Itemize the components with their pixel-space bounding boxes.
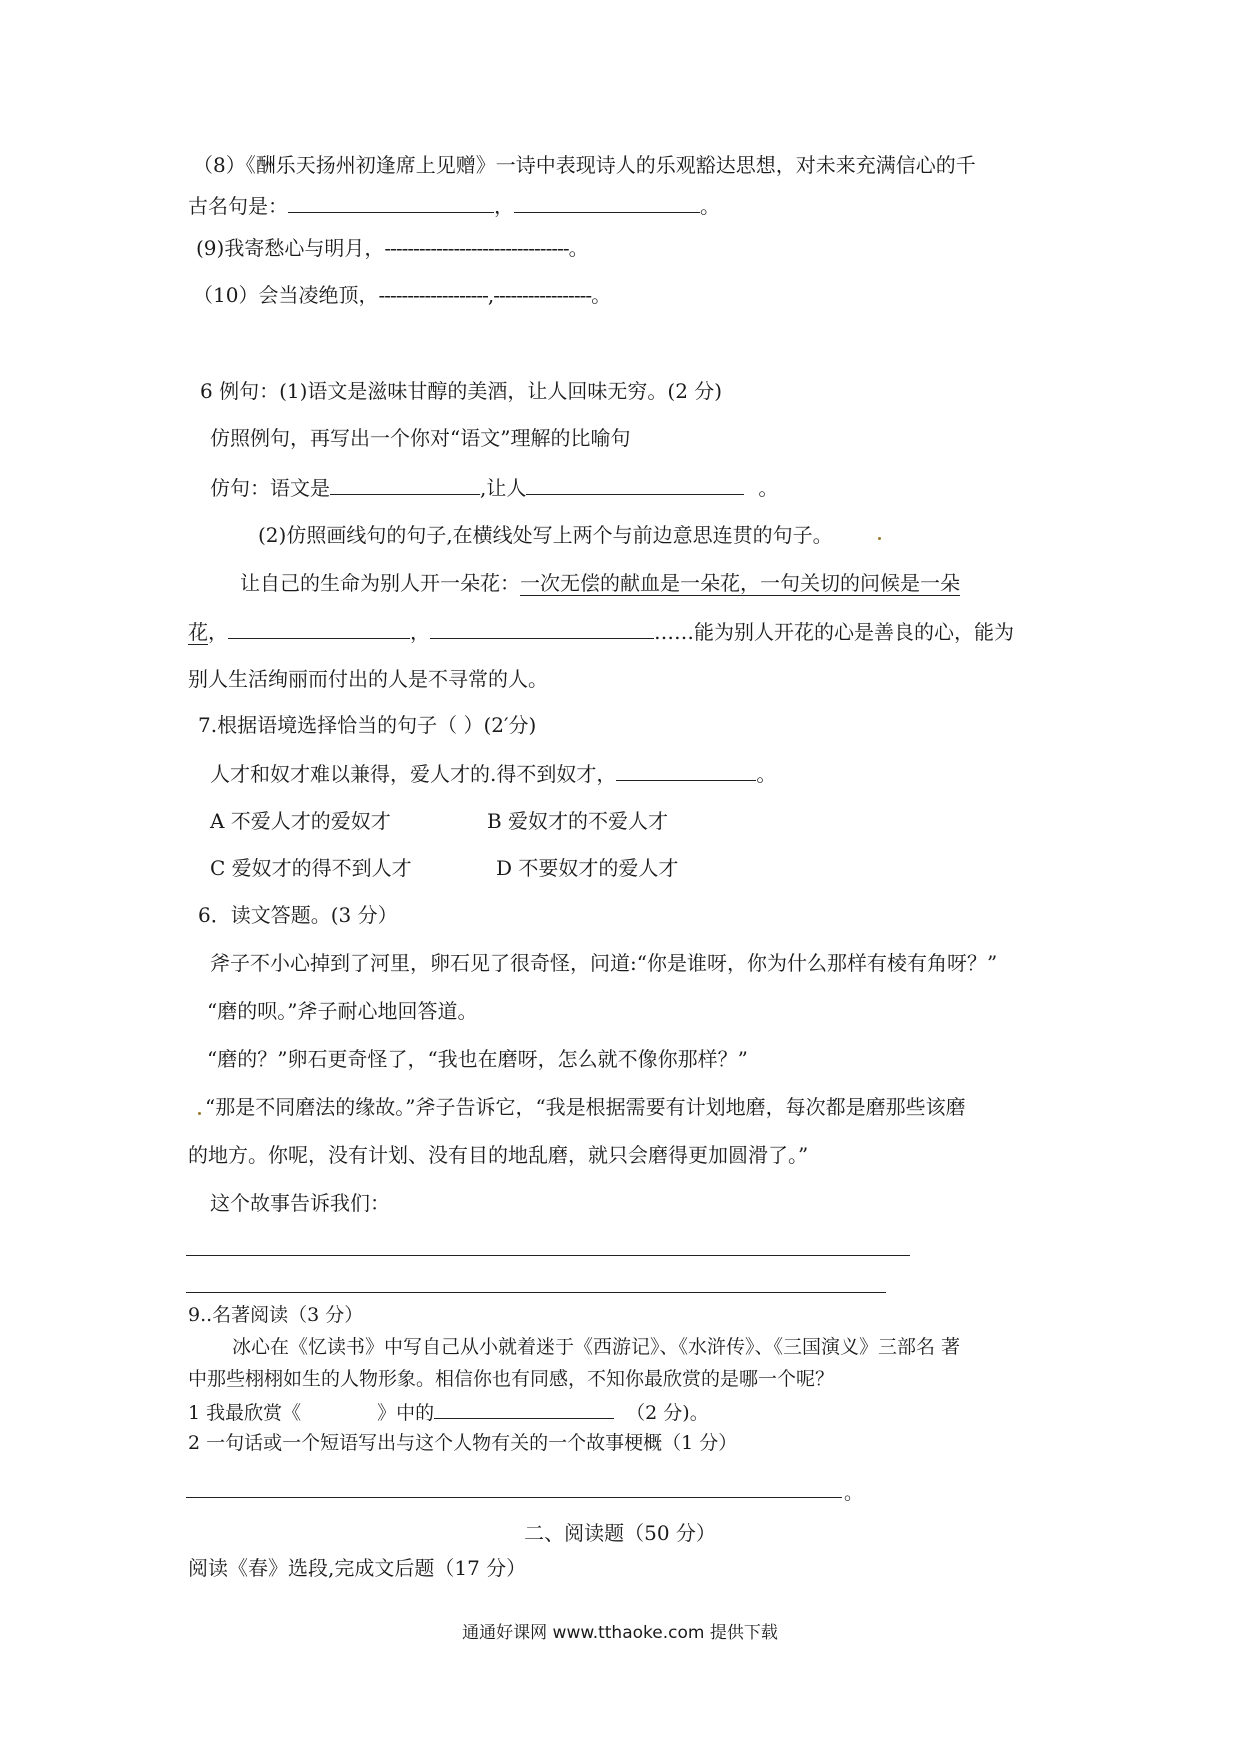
period: 。: [758, 476, 779, 500]
q6-passage-continuation: ……能为别人开花的心是善良的心，能为: [654, 620, 1014, 644]
answer-blank[interactable]: [526, 474, 744, 495]
q6-imitation-line: [210, 474, 778, 501]
q7-option-d[interactable]: D 不要奴才的爱人才: [496, 856, 679, 880]
q8-paragraph-3: “磨的？”卵石更奇怪了，“我也在磨呀，怎么就不像你那样？”: [207, 1047, 748, 1071]
answer-blank[interactable]: [616, 760, 756, 781]
q8-paragraph-1: 斧子不小心掉到了河里，卵石见了很奇怪，问道:“你是谁呀，你为什么那样有棱有角呀？”: [210, 951, 998, 975]
q9-sub1-mid: 》中的: [377, 1402, 435, 1424]
underlined-sentence: 一次无偿的献血是一朵花，一句关切的问候是一朵: [520, 571, 960, 595]
q8-prompt: 这个故事告诉我们：: [210, 1191, 390, 1215]
q9-sub1-score: （2 分)。: [626, 1402, 709, 1424]
answer-blank[interactable]: [434, 1398, 614, 1419]
q9-paragraph-2: 中那些栩栩如生的人物形象。相信你也有同感，不知你最欣赏的是哪一个呢？: [188, 1368, 835, 1390]
period: 。: [844, 1482, 864, 1504]
q9-paragraph-1: 冰心在《忆读书》中写自己从小就着迷于《西游记》、《水浒传》、《三国演义》三部名 著: [232, 1336, 961, 1358]
section-intro: 阅读《春》选段,完成文后题（17 分）: [188, 1556, 527, 1580]
q5-line-8b-prefix: 古名句是：: [188, 194, 288, 218]
q6-imitation-mid: ,让人: [480, 476, 527, 500]
answer-blank[interactable]: [228, 618, 410, 639]
q5-line-10: [193, 282, 611, 308]
dashed-blank[interactable]: -------------------,-----------------: [378, 283, 592, 307]
q7-stem: [210, 760, 776, 787]
q8-title: 6．读文答题。(3 分）: [198, 903, 398, 927]
underlined-sentence: 花: [188, 620, 208, 644]
q7-option-b[interactable]: B 爱奴才的不爱人才: [487, 809, 669, 833]
q7-title: 7.根据语境选择恰当的句子（ ）(2′分): [198, 713, 537, 737]
answer-blank[interactable]: [430, 618, 654, 639]
q9-title: 9..名著阅读（3 分）: [188, 1304, 364, 1326]
q6-passage-prefix: 让自己的生命为别人开一朵花：: [240, 571, 520, 595]
answer-line[interactable]: [186, 1255, 910, 1256]
scan-speck: [198, 1112, 201, 1115]
answer-blank[interactable]: [514, 192, 700, 213]
q7-option-a[interactable]: A 不爱人才的爱奴才: [210, 809, 391, 833]
q5-line-9-prefix: (9)我寄愁心与明月，: [196, 236, 385, 260]
page-footer: 通通好课网 www.tthaoke.com 提供下载: [462, 1623, 778, 1643]
q6-part2-instruction: (2)仿照画线句的句子,在横线处写上两个与前边意思连贯的句子。: [258, 523, 833, 547]
comma: ，: [410, 620, 430, 644]
dashed-blank[interactable]: --------------------------------: [384, 236, 569, 260]
q9-sub2: 2 一句话或一个短语写出与这个人物有关的一个故事梗概（1 分）: [188, 1432, 738, 1454]
q6-passage-line2: [188, 618, 1014, 645]
answer-blank[interactable]: [288, 192, 494, 213]
q6-passage-line3: 别人生活绚丽而付出的人是不寻常的人。: [188, 667, 548, 691]
period: 。: [568, 236, 589, 260]
section-heading: 二、阅读题（50 分）: [524, 1521, 716, 1545]
q7-option-c[interactable]: C 爱奴才的得不到人才: [210, 856, 412, 880]
answer-line[interactable]: [186, 1292, 886, 1293]
q8-paragraph-2: “磨的呗。”斧子耐心地回答道。: [207, 999, 478, 1023]
q5-line-8a: （8）《酬乐天扬州初逢席上见赠》一诗中表现诗人的乐观豁达思想，对未来充满信心的千: [193, 153, 976, 177]
q9-sub1: [188, 1398, 709, 1426]
q6-imitation-prefix: 仿句：语文是: [210, 476, 330, 500]
scan-speck: [878, 537, 881, 540]
period: 。: [756, 762, 777, 786]
q7-stem-text: 人才和奴才难以兼得，爱人才的.得不到奴才，: [210, 762, 617, 786]
answer-blank[interactable]: [330, 474, 480, 495]
q8-paragraph-4b: 的地方。你呢，没有计划、没有目的地乱磨，就只会磨得更加圆滑了。”: [188, 1143, 809, 1167]
q5-line-8b: [188, 192, 720, 219]
comma: ，: [494, 194, 514, 218]
period: 。: [591, 283, 612, 307]
q6-example: 6 例句：(1)语文是滋味甘醇的美酒，让人回味无穷。(2 分): [200, 379, 723, 403]
q8-paragraph-4a: “那是不同磨法的缘故。”斧子告诉它，“我是根据需要有计划地磨，每次都是磨那些该磨: [205, 1095, 966, 1119]
answer-line[interactable]: [186, 1497, 842, 1498]
q6-instruction: 仿照例句，再写出一个你对“语文”理解的比喻句: [210, 426, 631, 450]
q9-sub1-prefix: 1 我最欣赏《: [188, 1402, 302, 1424]
q6-passage-line1: [240, 570, 960, 596]
comma: ，: [208, 620, 228, 644]
q5-line-10-prefix: （10）会当凌绝顶，: [193, 283, 379, 307]
period: 。: [700, 194, 720, 218]
q5-line-9: [196, 235, 589, 261]
